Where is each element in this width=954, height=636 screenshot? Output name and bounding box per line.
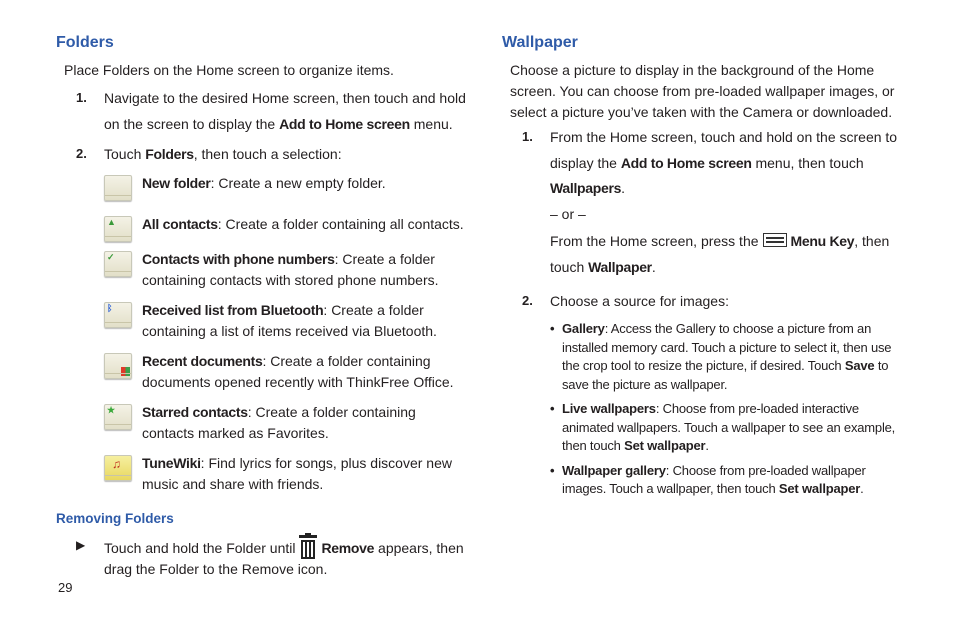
bold-term: All contacts (142, 216, 218, 232)
folders-intro: Place Folders on the Home screen to organize items. (64, 62, 394, 78)
bold-term: New folder (142, 175, 211, 191)
bold-term: Remove (321, 540, 375, 556)
text: . (705, 438, 709, 453)
recent-documents-folder-icon (104, 353, 132, 379)
wallpaper-heading: Wallpaper (502, 34, 578, 51)
folder-option-bluetooth (56, 300, 466, 342)
bullet-dot: • (550, 321, 555, 336)
wallpaper-source-gallery-images (502, 462, 912, 499)
text: touch (550, 259, 589, 275)
bold-term: Wallpaper gallery (562, 462, 666, 478)
step-number: 1. (76, 90, 87, 105)
folders-heading: Folders (56, 34, 114, 51)
step-text-line (550, 254, 912, 280)
folder-option-tunewiki (56, 453, 466, 495)
bold-term: Recent documents (142, 353, 263, 369)
text: : Choose from pre-loaded wallpaper images. Touch a wallpaper, then touch (562, 462, 866, 496)
wallpaper-section (502, 34, 912, 499)
text: : Create a folder containing all contacts. (217, 216, 464, 232)
text: : Create a folder containing a list of items received via Bluetooth. (142, 302, 437, 339)
bold-term: TuneWiki (142, 455, 201, 471)
folder-option-new (56, 173, 466, 203)
text: : Access the Gallery to choose a picture from an installed memory card. Touch a picture to select it, then use the crop tool to resize the picture, if desired. Touch (562, 321, 892, 373)
bold-term: Gallery (562, 321, 605, 336)
folder-option-recent-documents (56, 351, 466, 393)
tunewiki-icon: ♫ (104, 455, 132, 481)
text: From the Home screen, press the (550, 233, 759, 249)
menu-key-icon (763, 233, 787, 247)
text: menu. (409, 116, 453, 132)
text: , then touch a selection: (193, 146, 342, 162)
wallpaper-step-2 (502, 288, 912, 314)
text: . (651, 259, 656, 275)
wallpaper-source-gallery (502, 320, 912, 394)
step-number: 2. (76, 146, 87, 161)
folders-step-1 (56, 85, 466, 137)
starred-folder-icon: ★ (104, 404, 132, 430)
bullet-dot: • (550, 462, 555, 478)
text: : Create a folder containing contacts marked as Favorites. (142, 404, 416, 441)
step-number: 2. (522, 293, 533, 308)
bold-term: Set wallpaper (778, 481, 861, 496)
bold-term: Save (844, 358, 875, 373)
text: , then (854, 233, 890, 249)
page-number: 29 (58, 580, 73, 595)
text: . (860, 481, 864, 496)
wallpaper-source-live (502, 400, 912, 456)
text: menu, then touch (751, 155, 864, 171)
wallpaper-intro: Choose a picture to display in the background of the Home screen. You can choose from pre-loaded wallpaper images, or select a picture you’ve taken with the Camera or downloaded. (510, 62, 895, 120)
bold-term: Starred contacts (142, 404, 248, 420)
text: appears, then drag the Folder to the Remove icon. (104, 540, 464, 577)
step-text-line: Navigate to the desired Home screen, then touch and hold (104, 90, 466, 106)
step-text-line (550, 150, 912, 176)
bold-term: Live wallpapers (562, 401, 656, 416)
bold-term: Wallpapers (550, 180, 622, 196)
bold-term: Contacts with phone numbers (142, 251, 335, 267)
text: : Create a new empty folder. (210, 175, 386, 191)
step-text-line (550, 228, 912, 254)
removing-folders-heading: Removing Folders (56, 511, 174, 526)
text: Touch and hold the Folder until (104, 540, 296, 556)
text: to save the picture as wallpaper. (562, 358, 889, 392)
folder-option-starred-contacts (56, 402, 466, 444)
text: : Create a folder containing contacts with stored phone numbers. (142, 251, 439, 288)
text: . (621, 180, 626, 196)
step-text-line (104, 141, 466, 167)
step-number: 1. (522, 129, 533, 144)
bold-term: Folders (145, 146, 194, 162)
text: display the (550, 155, 621, 171)
or-separator: – or – (550, 206, 586, 222)
folder-option-phone-contacts (56, 249, 466, 291)
removing-folders-step (56, 535, 466, 580)
text: : Find lyrics for songs, plus discover new music and share with friends. (142, 455, 452, 492)
text: Touch (104, 146, 146, 162)
text: on the screen to display the (104, 116, 280, 132)
text: : Choose from pre-loaded interactive animated wallpapers. Touch a wallpaper to see an example, then touch (562, 401, 896, 453)
step-text-line: From the Home screen, touch and hold on the screen to (550, 129, 898, 145)
wallpaper-step-1 (502, 124, 912, 280)
folders-section (56, 34, 466, 580)
bold-term: Add to Home screen (279, 116, 410, 132)
phone-contacts-folder-icon: ✓ (104, 251, 132, 277)
text: : Create a folder containing documents opened recently with ThinkFree Office. (142, 353, 454, 390)
contacts-folder-icon: ▲ (104, 216, 132, 242)
trash-icon (299, 535, 317, 559)
step-text-line (104, 111, 466, 137)
arrow-bullet: ▶ (76, 538, 86, 552)
bold-term: Menu Key (790, 233, 855, 249)
folder-icon (104, 175, 132, 201)
bold-term: Received list from Bluetooth (142, 302, 324, 318)
step-text-line (550, 176, 912, 200)
step-text-line: Choose a source for images: (550, 293, 729, 309)
bluetooth-folder-icon: ᛒ (104, 302, 132, 328)
bold-term: Wallpaper (588, 259, 652, 275)
folders-step-2 (56, 141, 466, 167)
folder-option-all-contacts (56, 214, 466, 244)
bold-term: Add to Home screen (620, 155, 752, 171)
bullet-dot: • (550, 401, 555, 416)
bold-term: Set wallpaper (624, 438, 706, 453)
